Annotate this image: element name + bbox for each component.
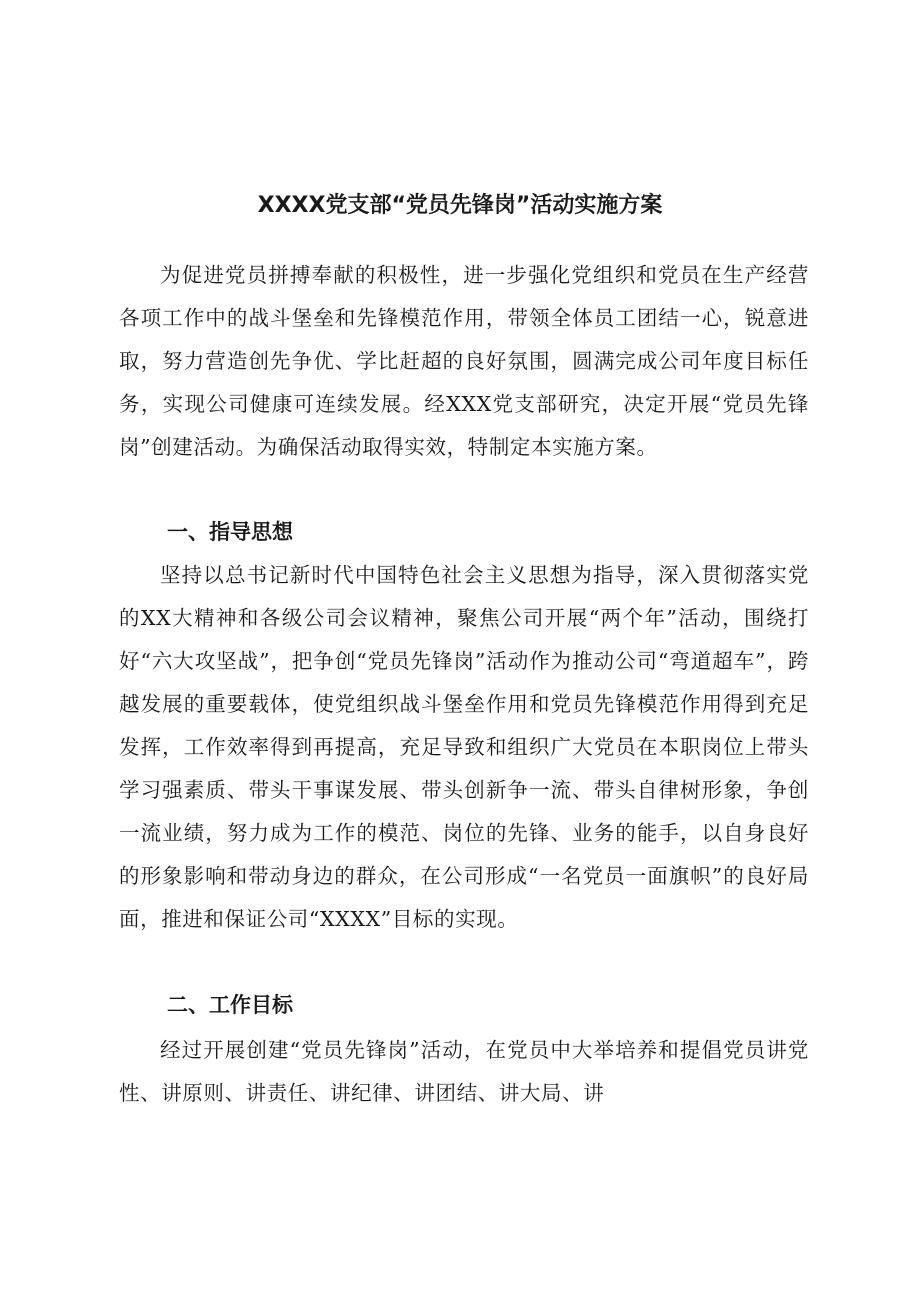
section-heading-work-goals: 二、工作目标 xyxy=(167,993,293,1017)
section-paragraph-guiding-ideology: 坚持以总书记新时代中国特色社会主义思想为指导，深入贯彻落实党的XX大精神和各级公司会议精神，聚焦公司开展“两个年”活动，围绕打好“六大攻坚战”，把争创“党员先锋岗”活动作为推动公司“弯道超车”，跨越发展的重要载体，使党组织战斗堡垒作用和党员先锋模范作用得到充足发挥，工作效率得到再提高，充足导致和组织广大党员在本职岗位上带头学习强素质、带头干事谋发展、带头创新争一流、带头自律树形象，争创一流业绩，努力成为工作的模范、岗位的先锋、业务的能手，以自身良好的形象影响和带动身边的群众，在公司形成“一名党员一面旗帜”的良好局面，推进和保证公司“XXXX”目标的实现。 xyxy=(119,563,809,931)
document-title: XXXX党支部“党员先锋岗”活动实施方案 xyxy=(257,193,663,218)
section-paragraph-work-goals: 经过开展创建“党员先锋岗”活动，在党员中大举培养和提倡党员讲党性、讲原则、讲责任、讲纪律、讲团结、讲大局、讲 xyxy=(119,1038,809,1105)
section-heading-guiding-ideology: 一、指导思想 xyxy=(167,520,293,544)
intro-paragraph: 为促进党员拼搏奉献的积极性，进一步强化党组织和党员在生产经营各项工作中的战斗堡垒和先锋模范作用，带领全体员工团结一心，锐意进取，努力营造创先争优、学比赶超的良好氛围，圆满完成公司年度目标任务，实现公司健康可连续发展。经XXX党支部研究，决定开展“党员先锋岗”创建活动。为确保活动取得实效，特制定本实施方案。 xyxy=(119,263,809,459)
